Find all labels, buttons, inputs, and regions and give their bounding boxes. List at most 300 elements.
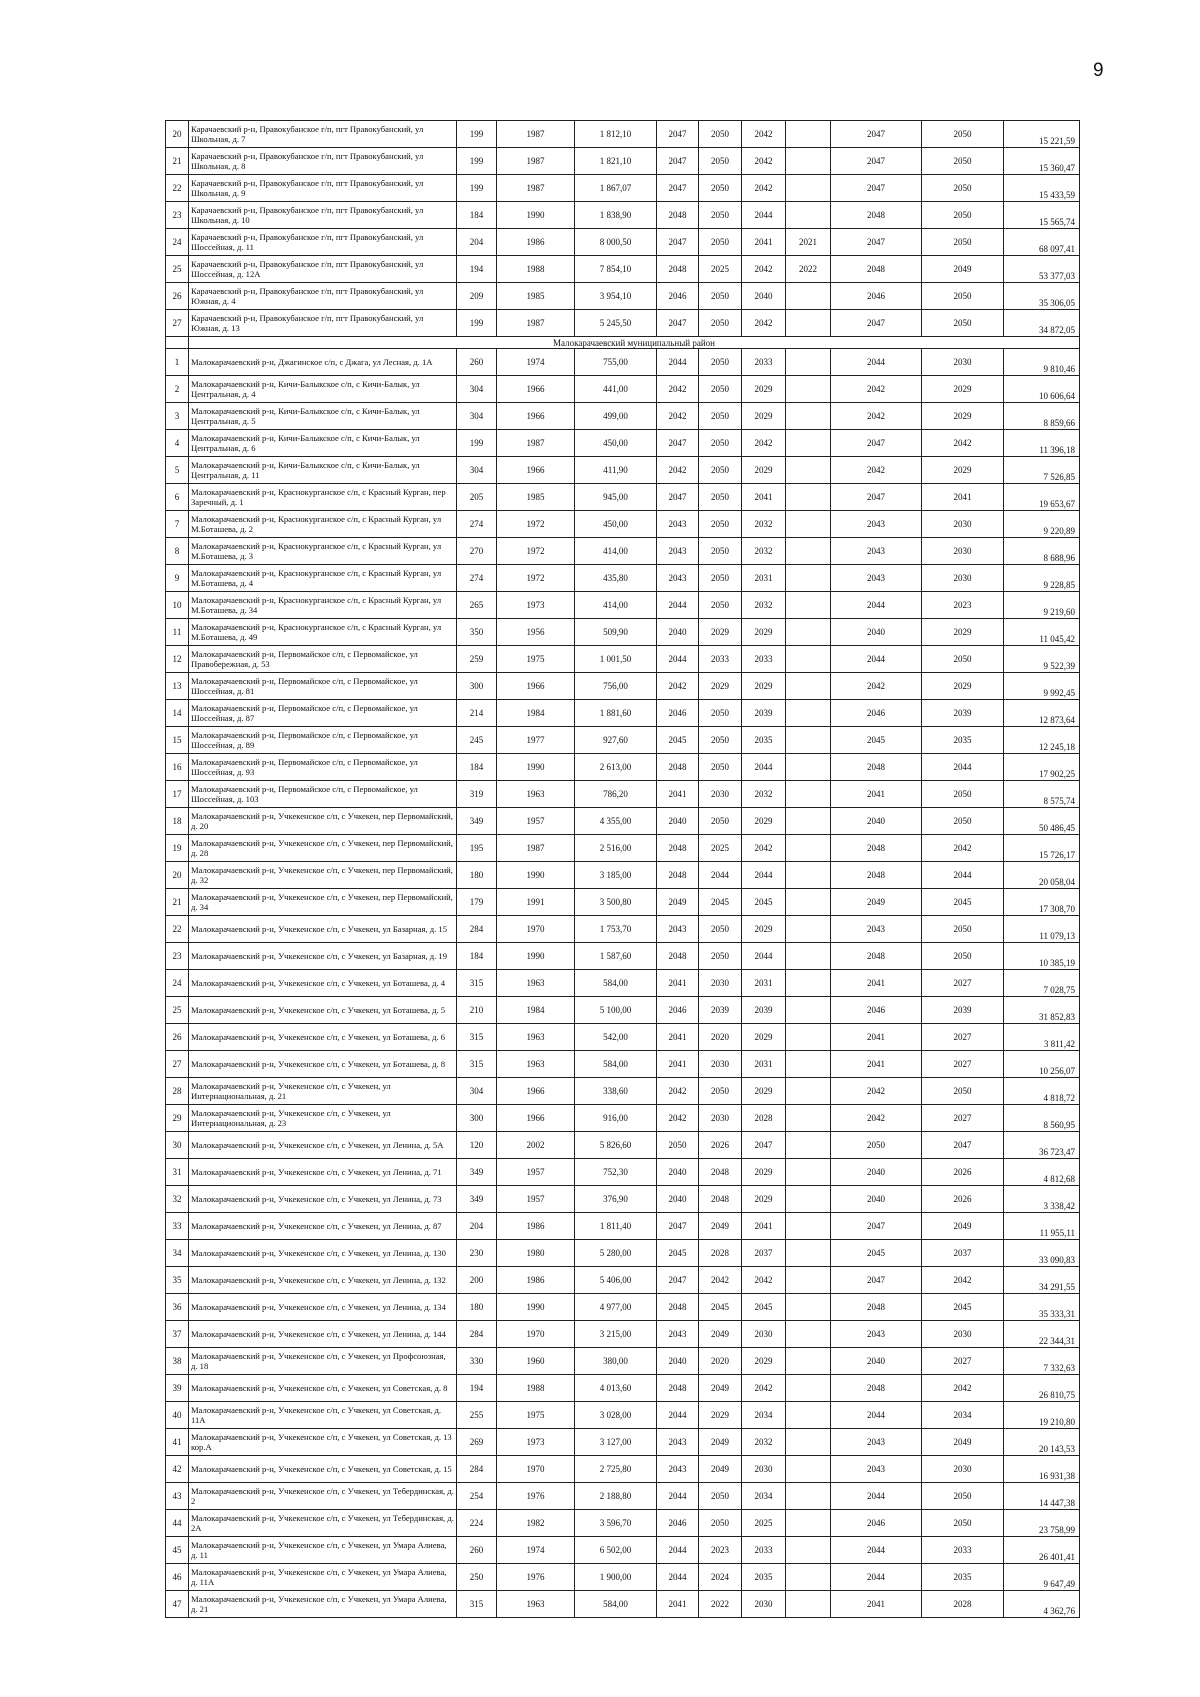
commission-year-cell: 1972 (497, 511, 575, 538)
foundation-year-cell: 2029 (922, 619, 1004, 646)
area-cell: 376,90 (575, 1186, 657, 1213)
row-number: 35 (166, 1267, 189, 1294)
commission-year-cell: 1972 (497, 538, 575, 565)
system-year-cell: 2030 (699, 1105, 742, 1132)
address-cell: Малокарачаевский р-н, Первомайское с/п, с Первомайское, ул Шоссейная, д. 103 (189, 781, 457, 808)
lift-year-cell (786, 538, 831, 565)
area-cell: 1 812,10 (575, 121, 657, 148)
lift-year-cell (786, 376, 831, 403)
commission-year-cell: 1976 (497, 1483, 575, 1510)
roof-year-cell: 2048 (657, 754, 699, 781)
commission-year-cell: 1984 (497, 997, 575, 1024)
lift-year-cell (786, 1321, 831, 1348)
area-cell: 3 127,00 (575, 1429, 657, 1456)
table-row (166, 1024, 1080, 1051)
table-row (166, 970, 1080, 997)
lift-year-cell (786, 175, 831, 202)
lift-year-cell (786, 1240, 831, 1267)
facade-year-cell: 2033 (742, 646, 786, 673)
cost-cell: 8 688,96 (1004, 538, 1080, 565)
system-year-cell: 2039 (699, 997, 742, 1024)
area-cell: 927,60 (575, 727, 657, 754)
basement-year-cell: 2047 (831, 121, 922, 148)
basement-year-cell: 2043 (831, 538, 922, 565)
roof-year-cell: 2044 (657, 1564, 699, 1591)
commission-year-cell: 1985 (497, 484, 575, 511)
row-number: 19 (166, 835, 189, 862)
facade-year-cell: 2029 (742, 376, 786, 403)
basement-year-cell: 2045 (831, 727, 922, 754)
row-number: 26 (166, 283, 189, 310)
system-year-cell: 2049 (699, 1375, 742, 1402)
wear-percent-cell: 214 (457, 700, 497, 727)
roof-year-cell: 2044 (657, 592, 699, 619)
lift-year-cell (786, 1024, 831, 1051)
foundation-year-cell: 2049 (922, 1429, 1004, 1456)
system-year-cell: 2028 (699, 1240, 742, 1267)
cost-cell: 22 344,31 (1004, 1321, 1080, 1348)
area-cell: 1 867,07 (575, 175, 657, 202)
facade-year-cell: 2042 (742, 430, 786, 457)
table-row (166, 1537, 1080, 1564)
commission-year-cell: 1974 (497, 349, 575, 376)
cost-cell: 23 758,99 (1004, 1510, 1080, 1537)
system-year-cell: 2050 (699, 808, 742, 835)
commission-year-cell: 1986 (497, 1267, 575, 1294)
cost-cell: 7 028,75 (1004, 970, 1080, 997)
area-cell: 1 881,60 (575, 700, 657, 727)
table-row (166, 835, 1080, 862)
wear-percent-cell: 199 (457, 430, 497, 457)
area-cell: 3 954,10 (575, 283, 657, 310)
table-row (166, 1348, 1080, 1375)
commission-year-cell: 1990 (497, 1294, 575, 1321)
table-row (166, 1213, 1080, 1240)
row-number: 25 (166, 256, 189, 283)
foundation-year-cell: 2027 (922, 1105, 1004, 1132)
row-number: 5 (166, 457, 189, 484)
commission-year-cell: 1956 (497, 619, 575, 646)
commission-year-cell: 1966 (497, 376, 575, 403)
area-cell: 3 500,80 (575, 889, 657, 916)
roof-year-cell: 2043 (657, 538, 699, 565)
system-year-cell: 2029 (699, 673, 742, 700)
row-number: 17 (166, 781, 189, 808)
section-header (166, 337, 1080, 349)
area-cell: 2 516,00 (575, 835, 657, 862)
lift-year-cell (786, 619, 831, 646)
foundation-year-cell: 2028 (922, 1591, 1004, 1618)
roof-year-cell: 2046 (657, 1510, 699, 1537)
basement-year-cell: 2042 (831, 376, 922, 403)
commission-year-cell: 1963 (497, 781, 575, 808)
roof-year-cell: 2047 (657, 430, 699, 457)
table-row (166, 1186, 1080, 1213)
lift-year-cell (786, 202, 831, 229)
wear-percent-cell: 184 (457, 202, 497, 229)
cost-cell: 26 810,75 (1004, 1375, 1080, 1402)
row-number: 1 (166, 349, 189, 376)
row-number: 46 (166, 1564, 189, 1591)
address-cell: Малокарачаевский р-н, Учкекенское с/п, с Учкекен, ул Интернациональная, д. 23 (189, 1105, 457, 1132)
lift-year-cell (786, 1267, 831, 1294)
area-cell: 945,00 (575, 484, 657, 511)
row-number: 32 (166, 1186, 189, 1213)
row-number: 8 (166, 538, 189, 565)
table-row (166, 619, 1080, 646)
area-cell: 338,60 (575, 1078, 657, 1105)
basement-year-cell: 2048 (831, 862, 922, 889)
facade-year-cell: 2034 (742, 1402, 786, 1429)
roof-year-cell: 2046 (657, 997, 699, 1024)
lift-year-cell (786, 646, 831, 673)
address-cell: Малокарачаевский р-н, Учкекенское с/п, с Учкекен, ул Умара Алиева, д. 11 (189, 1537, 457, 1564)
row-number: 30 (166, 1132, 189, 1159)
roof-year-cell: 2043 (657, 916, 699, 943)
roof-year-cell: 2043 (657, 1429, 699, 1456)
commission-year-cell: 1972 (497, 565, 575, 592)
lift-year-cell (786, 970, 831, 997)
address-cell: Малокарачаевский р-н, Первомайское с/п, с Первомайское, ул Правобережная, д. 53 (189, 646, 457, 673)
roof-year-cell: 2040 (657, 619, 699, 646)
address-cell: Малокарачаевский р-н, Учкекенское с/п, с Учкекен, пер Первомайский, д. 20 (189, 808, 457, 835)
facade-year-cell: 2037 (742, 1240, 786, 1267)
cost-cell: 9 810,46 (1004, 349, 1080, 376)
system-year-cell: 2022 (699, 1591, 742, 1618)
lift-year-cell (786, 862, 831, 889)
foundation-year-cell: 2033 (922, 1537, 1004, 1564)
basement-year-cell: 2043 (831, 916, 922, 943)
commission-year-cell: 1985 (497, 283, 575, 310)
commission-year-cell: 1963 (497, 1051, 575, 1078)
address-cell: Карачаевский р-н, Правокубанское г/п, пгт Правокубанский, ул Школьная, д. 7 (189, 121, 457, 148)
system-year-cell: 2030 (699, 970, 742, 997)
foundation-year-cell: 2042 (922, 1267, 1004, 1294)
foundation-year-cell: 2050 (922, 808, 1004, 835)
system-year-cell: 2050 (699, 403, 742, 430)
lift-year-cell (786, 1159, 831, 1186)
roof-year-cell: 2043 (657, 1321, 699, 1348)
cost-cell: 10 606,64 (1004, 376, 1080, 403)
cost-cell: 4 362,76 (1004, 1591, 1080, 1618)
basement-year-cell: 2047 (831, 484, 922, 511)
lift-year-cell (786, 1483, 831, 1510)
area-cell: 414,00 (575, 592, 657, 619)
lift-year-cell (786, 1591, 831, 1618)
address-cell: Малокарачаевский р-н, Краснокурганское с/п, с Красный Курган, ул М.Боташева, д. 4 (189, 565, 457, 592)
system-year-cell: 2050 (699, 229, 742, 256)
table-row (166, 538, 1080, 565)
row-number: 45 (166, 1537, 189, 1564)
roof-year-cell: 2044 (657, 1402, 699, 1429)
lift-year-cell (786, 310, 831, 337)
table-row (166, 592, 1080, 619)
cost-cell: 9 522,39 (1004, 646, 1080, 673)
lift-year-cell (786, 673, 831, 700)
wear-percent-cell: 350 (457, 619, 497, 646)
roof-year-cell: 2047 (657, 148, 699, 175)
facade-year-cell: 2029 (742, 1024, 786, 1051)
address-cell: Малокарачаевский р-н, Краснокурганское с/п, с Красный Курган, ул М.Боташева, д. 3 (189, 538, 457, 565)
roof-year-cell: 2040 (657, 1159, 699, 1186)
address-cell: Малокарачаевский р-н, Краснокурганское с/п, с Красный Курган, ул М.Боташева, д. 49 (189, 619, 457, 646)
table-row (166, 808, 1080, 835)
table-row (166, 1159, 1080, 1186)
row-number: 15 (166, 727, 189, 754)
cost-cell: 10 256,07 (1004, 1051, 1080, 1078)
address-cell: Малокарачаевский р-н, Кичи-Балыкское с/п, с Кичи-Балык, ул Центральная, д. 5 (189, 403, 457, 430)
row-number: 22 (166, 916, 189, 943)
wear-percent-cell: 315 (457, 1591, 497, 1618)
commission-year-cell: 1987 (497, 121, 575, 148)
wear-percent-cell: 274 (457, 511, 497, 538)
area-cell: 4 355,00 (575, 808, 657, 835)
basement-year-cell: 2044 (831, 1402, 922, 1429)
lift-year-cell (786, 1510, 831, 1537)
commission-year-cell: 1987 (497, 835, 575, 862)
row-number: 31 (166, 1159, 189, 1186)
basement-year-cell: 2048 (831, 754, 922, 781)
table-row (166, 349, 1080, 376)
row-number: 47 (166, 1591, 189, 1618)
row-number: 14 (166, 700, 189, 727)
address-cell: Малокарачаевский р-н, Учкекенское с/п, с Учкекен, ул Профсоюзная, д. 18 (189, 1348, 457, 1375)
address-cell: Малокарачаевский р-н, Учкекенское с/п, с Учкекен, ул Умара Алиева, д. 11А (189, 1564, 457, 1591)
facade-year-cell: 2029 (742, 403, 786, 430)
cost-cell: 68 097,41 (1004, 229, 1080, 256)
basement-year-cell: 2046 (831, 1510, 922, 1537)
table-row (166, 148, 1080, 175)
wear-percent-cell: 300 (457, 673, 497, 700)
row-number: 20 (166, 121, 189, 148)
facade-year-cell: 2042 (742, 310, 786, 337)
facade-year-cell: 2029 (742, 916, 786, 943)
basement-year-cell: 2042 (831, 1105, 922, 1132)
foundation-year-cell: 2029 (922, 403, 1004, 430)
system-year-cell: 2050 (699, 943, 742, 970)
system-year-cell: 2048 (699, 1186, 742, 1213)
wear-percent-cell: 269 (457, 1429, 497, 1456)
wear-percent-cell: 315 (457, 970, 497, 997)
basement-year-cell: 2048 (831, 1375, 922, 1402)
lift-year-cell (786, 1429, 831, 1456)
foundation-year-cell: 2045 (922, 1294, 1004, 1321)
wear-percent-cell: 180 (457, 1294, 497, 1321)
basement-year-cell: 2049 (831, 889, 922, 916)
lift-year-cell (786, 430, 831, 457)
facade-year-cell: 2044 (742, 943, 786, 970)
area-cell: 4 013,60 (575, 1375, 657, 1402)
lift-year-cell (786, 403, 831, 430)
row-number: 27 (166, 1051, 189, 1078)
lift-year-cell (786, 754, 831, 781)
commission-year-cell: 1974 (497, 1537, 575, 1564)
lift-year-cell (786, 997, 831, 1024)
lift-year-cell (786, 592, 831, 619)
lift-year-cell (786, 283, 831, 310)
foundation-year-cell: 2044 (922, 754, 1004, 781)
table-row (166, 283, 1080, 310)
facade-year-cell: 2042 (742, 835, 786, 862)
address-cell: Малокарачаевский р-н, Джагинское с/п, с Джага, ул Лесная, д. 1А (189, 349, 457, 376)
cost-cell: 35 306,05 (1004, 283, 1080, 310)
foundation-year-cell: 2034 (922, 1402, 1004, 1429)
cost-cell: 14 447,38 (1004, 1483, 1080, 1510)
lift-year-cell (786, 943, 831, 970)
wear-percent-cell: 284 (457, 916, 497, 943)
roof-year-cell: 2040 (657, 1348, 699, 1375)
address-cell: Малокарачаевский р-н, Учкекенское с/п, с Учкекен, ул Боташева, д. 8 (189, 1051, 457, 1078)
cost-cell: 19 210,80 (1004, 1402, 1080, 1429)
foundation-year-cell: 2050 (922, 1510, 1004, 1537)
roof-year-cell: 2042 (657, 403, 699, 430)
cost-cell: 9 647,49 (1004, 1564, 1080, 1591)
address-cell: Малокарачаевский р-н, Учкекенское с/п, с Учкекен, ул Базарная, д. 15 (189, 916, 457, 943)
table-row (166, 1375, 1080, 1402)
cost-cell: 9 228,85 (1004, 565, 1080, 592)
commission-year-cell: 1990 (497, 943, 575, 970)
address-cell: Малокарачаевский р-н, Краснокурганское с/п, с Красный Курган, пер Заречный, д. 1 (189, 484, 457, 511)
address-cell: Малокарачаевский р-н, Учкекенское с/п, с Учкекен, ул Ленина, д. 144 (189, 1321, 457, 1348)
commission-year-cell: 1976 (497, 1564, 575, 1591)
page-number: 9 (1093, 60, 1104, 81)
facade-year-cell: 2029 (742, 1078, 786, 1105)
roof-year-cell: 2042 (657, 376, 699, 403)
roof-year-cell: 2044 (657, 1483, 699, 1510)
commission-year-cell: 1957 (497, 1186, 575, 1213)
roof-year-cell: 2042 (657, 1105, 699, 1132)
facade-year-cell: 2044 (742, 862, 786, 889)
commission-year-cell: 1987 (497, 430, 575, 457)
foundation-year-cell: 2030 (922, 565, 1004, 592)
section-title: Малокарачаевский муниципальный район (189, 337, 1080, 349)
commission-year-cell: 1957 (497, 1159, 575, 1186)
area-cell: 756,00 (575, 673, 657, 700)
roof-year-cell: 2047 (657, 121, 699, 148)
row-number: 38 (166, 1348, 189, 1375)
system-year-cell: 2049 (699, 1429, 742, 1456)
basement-year-cell: 2040 (831, 1348, 922, 1375)
system-year-cell: 2023 (699, 1537, 742, 1564)
cost-cell: 36 723,47 (1004, 1132, 1080, 1159)
commission-year-cell: 1988 (497, 256, 575, 283)
basement-year-cell: 2047 (831, 229, 922, 256)
address-cell: Малокарачаевский р-н, Учкекенское с/п, с Учкекен, пер Первомайский, д. 34 (189, 889, 457, 916)
area-cell: 916,00 (575, 1105, 657, 1132)
table-body-bottom (166, 349, 1080, 1618)
wear-percent-cell: 179 (457, 889, 497, 916)
basement-year-cell: 2047 (831, 430, 922, 457)
basement-year-cell: 2044 (831, 592, 922, 619)
lift-year-cell (786, 700, 831, 727)
area-cell: 6 502,00 (575, 1537, 657, 1564)
facade-year-cell: 2030 (742, 1591, 786, 1618)
roof-year-cell: 2046 (657, 283, 699, 310)
area-cell: 450,00 (575, 430, 657, 457)
facade-year-cell: 2032 (742, 511, 786, 538)
cost-cell: 3 338,42 (1004, 1186, 1080, 1213)
cost-cell: 17 902,25 (1004, 754, 1080, 781)
foundation-year-cell: 2029 (922, 376, 1004, 403)
cost-cell: 53 377,03 (1004, 256, 1080, 283)
wear-percent-cell: 315 (457, 1024, 497, 1051)
cost-cell: 4 818,72 (1004, 1078, 1080, 1105)
lift-year-cell (786, 1078, 831, 1105)
area-cell: 1 811,40 (575, 1213, 657, 1240)
system-year-cell: 2049 (699, 1456, 742, 1483)
row-number: 44 (166, 1510, 189, 1537)
commission-year-cell: 1980 (497, 1240, 575, 1267)
area-cell: 5 245,50 (575, 310, 657, 337)
wear-percent-cell: 210 (457, 997, 497, 1024)
lift-year-cell (786, 1564, 831, 1591)
facade-year-cell: 2042 (742, 148, 786, 175)
address-cell: Малокарачаевский р-н, Учкекенское с/п, с Учкекен, ул Ленина, д. 130 (189, 1240, 457, 1267)
foundation-year-cell: 2030 (922, 349, 1004, 376)
cost-cell: 19 653,67 (1004, 484, 1080, 511)
system-year-cell: 2050 (699, 148, 742, 175)
area-cell: 584,00 (575, 1051, 657, 1078)
lift-year-cell (786, 1456, 831, 1483)
roof-year-cell: 2048 (657, 202, 699, 229)
facade-year-cell: 2030 (742, 1456, 786, 1483)
lift-year-cell (786, 511, 831, 538)
area-cell: 435,80 (575, 565, 657, 592)
table-row (166, 1105, 1080, 1132)
row-number: 37 (166, 1321, 189, 1348)
address-cell: Карачаевский р-н, Правокубанское г/п, пгт Правокубанский, ул Школьная, д. 8 (189, 148, 457, 175)
wear-percent-cell: 209 (457, 283, 497, 310)
wear-percent-cell: 194 (457, 1375, 497, 1402)
address-cell: Малокарачаевский р-н, Учкекенское с/п, с Учкекен, ул Ленина, д. 87 (189, 1213, 457, 1240)
row-number: 18 (166, 808, 189, 835)
commission-year-cell: 2002 (497, 1132, 575, 1159)
commission-year-cell: 1957 (497, 808, 575, 835)
area-cell: 3 215,00 (575, 1321, 657, 1348)
roof-year-cell: 2044 (657, 1537, 699, 1564)
commission-year-cell: 1975 (497, 646, 575, 673)
area-cell: 3 185,00 (575, 862, 657, 889)
address-cell: Карачаевский р-н, Правокубанское г/п, пгт Правокубанский, ул Южная, д. 13 (189, 310, 457, 337)
table-row (166, 1456, 1080, 1483)
basement-year-cell: 2042 (831, 403, 922, 430)
foundation-year-cell: 2050 (922, 646, 1004, 673)
row-number: 27 (166, 310, 189, 337)
foundation-year-cell: 2042 (922, 1375, 1004, 1402)
row-number: 22 (166, 175, 189, 202)
table-row (166, 1240, 1080, 1267)
foundation-year-cell: 2050 (922, 1078, 1004, 1105)
foundation-year-cell: 2027 (922, 1348, 1004, 1375)
wear-percent-cell: 260 (457, 1537, 497, 1564)
roof-year-cell: 2048 (657, 1294, 699, 1321)
table-row (166, 376, 1080, 403)
table-row (166, 565, 1080, 592)
facade-year-cell: 2029 (742, 808, 786, 835)
cost-cell: 12 245,18 (1004, 727, 1080, 754)
roof-year-cell: 2047 (657, 484, 699, 511)
system-year-cell: 2045 (699, 889, 742, 916)
commission-year-cell: 1987 (497, 148, 575, 175)
facade-year-cell: 2033 (742, 349, 786, 376)
cost-cell: 20 143,53 (1004, 1429, 1080, 1456)
system-year-cell: 2050 (699, 121, 742, 148)
wear-percent-cell: 304 (457, 1078, 497, 1105)
wear-percent-cell: 349 (457, 1186, 497, 1213)
facade-year-cell: 2044 (742, 754, 786, 781)
area-cell: 1 838,90 (575, 202, 657, 229)
address-cell: Малокарачаевский р-н, Учкекенское с/п, с Учкекен, ул Советская, д. 13 кор.А (189, 1429, 457, 1456)
